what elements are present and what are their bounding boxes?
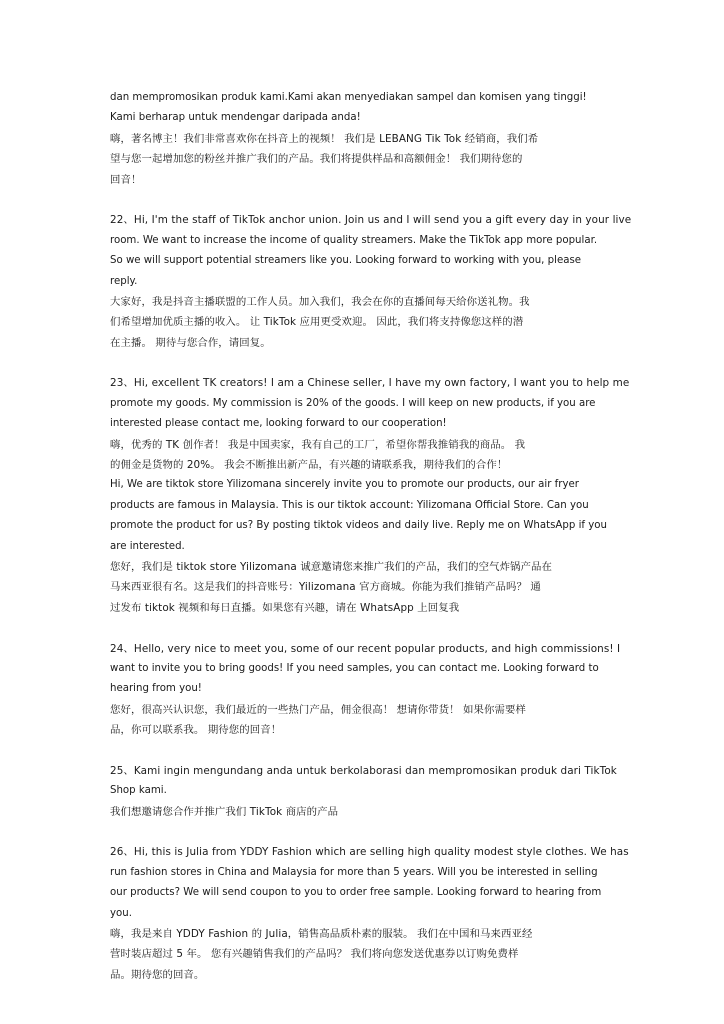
text-line: 22、Hi, I'm the staff of TikTok anchor union. Join us and I will send you a gift every day in your live [110,214,632,227]
text-line: want to invite you to bring goods! If you need samples, you can contact me. Looking forward to [110,662,599,674]
text-line: 我们想邀请您合作并推广我们 TikTok 商店的产品 [110,805,339,818]
message-entry [110,761,617,822]
text-line: 您好，我们是 tiktok store Yilizomana 诚意邀请您来推广我们的产品，我们的空气炸锅产品在 [110,560,553,573]
text-line: 26、Hi, this is Julia from YDDY Fashion which are selling high quality modest style clothes. We has [110,846,629,859]
message-entry [110,373,630,618]
text-line: 嗨，优秀的 TK 创作者！ 我是中国卖家，我有自己的工厂，希望你帮我推销我的商品。 我 [110,438,526,451]
text-line: are interested. [110,540,185,552]
paragraph-gap [110,741,600,761]
text-line: Kami berharap untuk mendengar daripada anda! [110,112,361,124]
text-line: 大家好，我是抖音主播联盟的工作人员。加入我们，我会在你的直播间每天给你送礼物。我 [110,295,530,308]
text-line: dan mempromosikan produk kami.Kami akan menyediakan sampel dan komisen yang tinggi! [110,92,587,103]
text-line: 回音！ [110,173,142,186]
text-line: promote my goods. My commission is 20% of the goods. I will keep on new products, if you are [110,397,596,409]
text-line: 24、Hello, very nice to meet you, some of our recent popular products, and high commissions! I [110,642,621,655]
message-entry [110,842,629,985]
text-line: 嗨，著名博主！我们非常喜欢你在抖音上的视频！ 我们是 LEBANG Tik Tok 经销商，我们希 [110,132,539,145]
text-line: 过发布 tiktok 视频和每日直播。如果您有兴趣，请在 WhatsApp 上回复我 [110,601,460,614]
text-line: 品。期待您的回音。 [110,968,205,981]
document-page [110,88,632,985]
text-line: 嗨，我是来自 YDDY Fashion 的 Julia，销售高品质朴素的服装。 我们在中国和马来西亚经 [110,928,533,941]
text-line: reply. [110,275,138,287]
text-line: 您好，很高兴认识您，我们最近的一些热门产品，佣金很高！ 想请你带货！ 如果你需要样 [110,703,526,716]
text-line: 23、Hi, excellent TK creators! I am a Chinese seller, I have my own factory, I want you to help me [110,377,630,390]
paragraph-gap [110,822,600,842]
text-line: promote the product for us? By posting tiktok videos and daily live. Reply me on WhatsApp if you [110,520,607,532]
message-entry [110,210,632,353]
text-line: Hi, We are tiktok store Yilizomana sincerely invite you to promote our products, our air fryer [110,479,579,491]
paragraph-gap [110,353,600,373]
text-line: room. We want to increase the income of quality streamers. Make the TikTok app more popular. [110,234,598,246]
text-line: 的佣金是货物的 20%。 我会不断推出新产品，有兴趣的请联系我，期待我们的合作！ [110,459,508,472]
paragraph-gap [110,618,600,638]
text-line: 品，你可以联系我。 期待您的回音！ [110,724,282,737]
text-line: 在主播。 期待与您合作，请回复。 [110,336,271,349]
text-line: run fashion stores in China and Malaysia for more than 5 years. Will you be interested in selling [110,866,598,878]
text-line: So we will support potential streamers like you. Looking forward to working with you, please [110,255,582,267]
text-line: 马来西亚很有名。这是我们的抖音账号：Yilizomana 官方商城。你能为我们推销产品吗？ 通 [110,581,541,594]
text-line: our products? We will send coupon to you to order free sample. Looking forward to hearing from [110,887,602,899]
message-entry [110,88,600,190]
text-line: 25、Kami ingin mengundang anda untuk berkolaborasi dan mempromosikan produk dari TikTok [110,764,617,777]
text-line: 望与您一起增加您的粉丝并推广我们的产品。我们将提供样品和高额佣金！ 我们期待您的 [110,153,523,166]
text-line: products are famous in Malaysia. This is our tiktok account: Yilizomana Official Store. Can you [110,499,589,511]
text-line: interested please contact me, looking forward to our cooperation! [110,418,447,430]
text-line: 营时装店超过 5 年。 您有兴趣销售我们的产品吗？ 我们将向您发送优惠券以订购免费样 [110,948,519,961]
message-entry [110,639,621,741]
text-line: Shop kami. [110,785,167,797]
text-line: you. [110,907,132,919]
text-line: hearing from you! [110,683,202,695]
paragraph-gap [110,190,600,210]
text-line: 们希望增加优质主播的收入。 让 TikTok 应用更受欢迎。 因此，我们将支持像您这样的潜 [110,316,524,329]
